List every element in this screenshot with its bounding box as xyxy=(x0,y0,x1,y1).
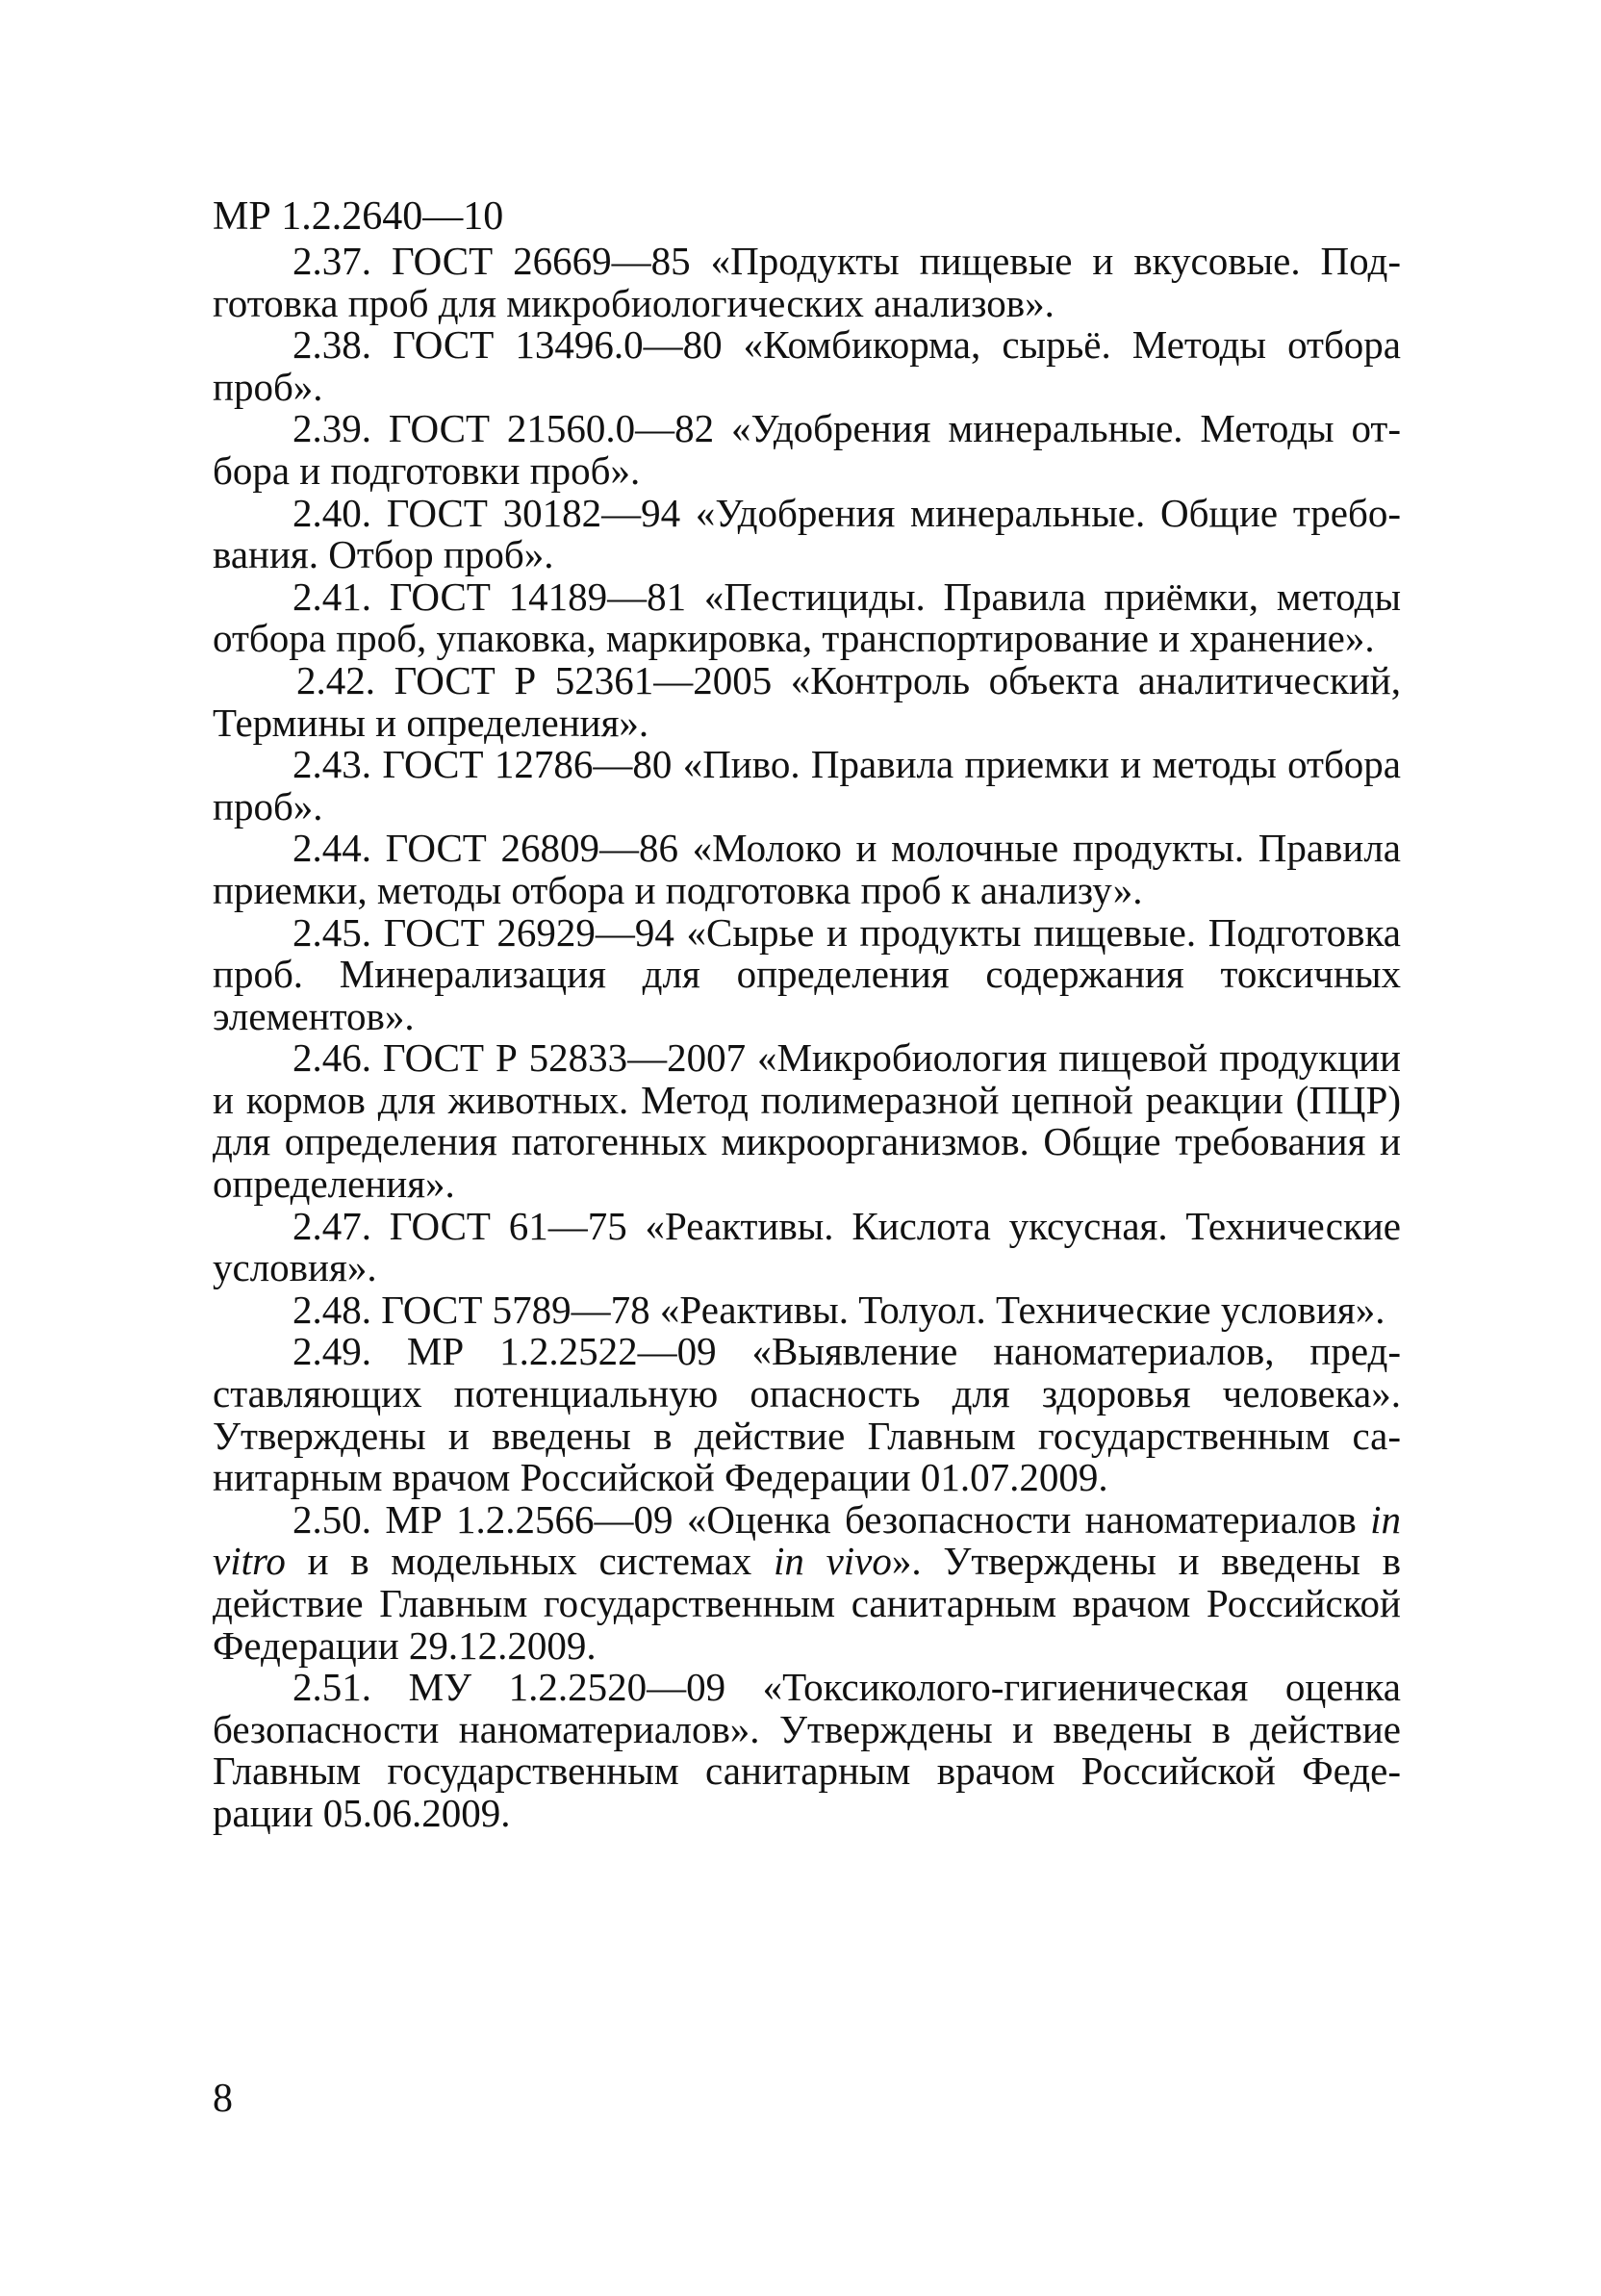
entry-text: ГОСТ 5789—78 «Реактивы. Толуол. Технические условия». xyxy=(381,1287,1385,1332)
reference-entry-2-44 xyxy=(213,828,1401,911)
entry-text: МР 1.2.2522—09 «Выявление наноматериалов, представляющих потенциальную опасность для здоровья человека». Утверждены и введены в действие Главным государственным санитарным врачом Российской Федерации 01.07.2009. xyxy=(213,1329,1401,1500)
entry-text: ГОСТ 61—75 «Реактивы. Кислота уксусная. Технические условия». xyxy=(213,1203,1402,1290)
entry-text: ГОСТ 26929—94 «Сырье и продукты пищевые. Подготовка проб. Минерализация для определения содержания токсичных элементов». xyxy=(213,909,1401,1038)
entry-text-part-a: МР 1.2.2566—09 «Оценка безопасности наноматериалов xyxy=(385,1496,1357,1542)
reference-entry-2-42 xyxy=(213,657,1402,745)
entry-text: ГОСТ Р 52833—2007 «Микробиология пищевой продукции и кормов для животных. Метод полимеразной цепной реакции (ПЦР) для определения патогенных микроорганизмов. Общие требования и определения». xyxy=(213,1035,1401,1207)
entry-text: ГОСТ Р 52361—2005 «Контроль объекта аналитический, Термины и определения». xyxy=(213,657,1402,745)
reference-entry-2-47 xyxy=(213,1203,1402,1290)
reference-entry-2-48 xyxy=(213,1289,1401,1332)
entry-text: ГОСТ 12786—80 «Пиво. Правила приемки и методы отбора проб». xyxy=(213,742,1402,829)
entry-number: 2.40. xyxy=(292,490,371,535)
entry-number: 2.47. xyxy=(292,1203,371,1248)
entry-number: 2.45. xyxy=(292,909,371,955)
reference-entry-2-41 xyxy=(213,576,1401,660)
entry-text: ГОСТ 21560.0—82 «Удобрения минеральные. Методы отбора и подготовки проб». xyxy=(213,406,1402,493)
entry-text: МУ 1.2.2520—09 «Токсиколого-гигиеническая оценка безопасности наноматериалов». Утверждены и введены в действие Главным государственным санитарным врачом Российской Федерации 05.06.2009. xyxy=(213,1665,1401,1835)
reference-entry-2-37 xyxy=(213,241,1401,324)
reference-entry-2-45 xyxy=(213,909,1401,1038)
entry-number: 2.42. xyxy=(296,657,375,702)
reference-entry-2-38 xyxy=(213,324,1401,408)
entry-number: 2.51. xyxy=(292,1665,371,1710)
reference-entry-2-39 xyxy=(213,408,1401,492)
reference-entry-2-50 xyxy=(213,1496,1402,1668)
entry-number: 2.46. xyxy=(292,1035,371,1081)
entry-text: ГОСТ 13496.0—80 «Комбикорма, сырьё. Методы отбора проб». xyxy=(213,322,1402,409)
entry-number: 2.49. xyxy=(292,1329,371,1374)
reference-entry-2-46 xyxy=(213,1037,1401,1205)
entry-text: ГОСТ 26669—85 «Продукты пищевые и вкусовые. Подготовка проб для микробиологических анализов». xyxy=(213,239,1401,325)
page-number: 8 xyxy=(213,2077,233,2121)
entry-text-part-b: и в модельных системах xyxy=(307,1539,752,1584)
entry-text: ГОСТ 26809—86 «Молоко и молочные продукты. Правила приемки, методы отбора и подготовка проб к анализу». xyxy=(213,826,1401,912)
reference-entry-2-43 xyxy=(213,744,1401,828)
italic-term-in-vitro: in vitro xyxy=(213,1496,1402,1584)
entry-number: 2.41. xyxy=(292,574,371,619)
entry-number: 2.37. xyxy=(292,239,371,283)
entry-number: 2.50. xyxy=(292,1496,371,1542)
entry-text: ГОСТ 30182—94 «Удобрения минеральные. Общие требования. Отбор проб». xyxy=(213,490,1401,577)
reference-entry-2-51 xyxy=(213,1667,1401,1834)
entry-number: 2.43. xyxy=(292,742,371,787)
entry-number: 2.44. xyxy=(292,826,371,871)
document-code-header: МР 1.2.2640—10 xyxy=(213,194,504,239)
reference-entry-2-40 xyxy=(213,490,1401,577)
reference-list xyxy=(213,241,1401,1835)
entry-text: ГОСТ 14189—81 «Пестициды. Правила приёмки, методы отбора проб, упаковка, маркировка, транспортирование и хранение». xyxy=(213,574,1402,661)
entry-number: 2.48. xyxy=(292,1287,371,1332)
entry-number: 2.39. xyxy=(292,406,371,451)
italic-term-in-vivo: in vivo xyxy=(774,1539,892,1584)
entry-text-part-c: ». Утверждены и введены в действие Главным государственным санитарным врачом Российской Федерации 29.12.2009. xyxy=(213,1539,1402,1668)
reference-entry-2-49 xyxy=(213,1331,1401,1498)
entry-number: 2.38. xyxy=(292,322,371,368)
